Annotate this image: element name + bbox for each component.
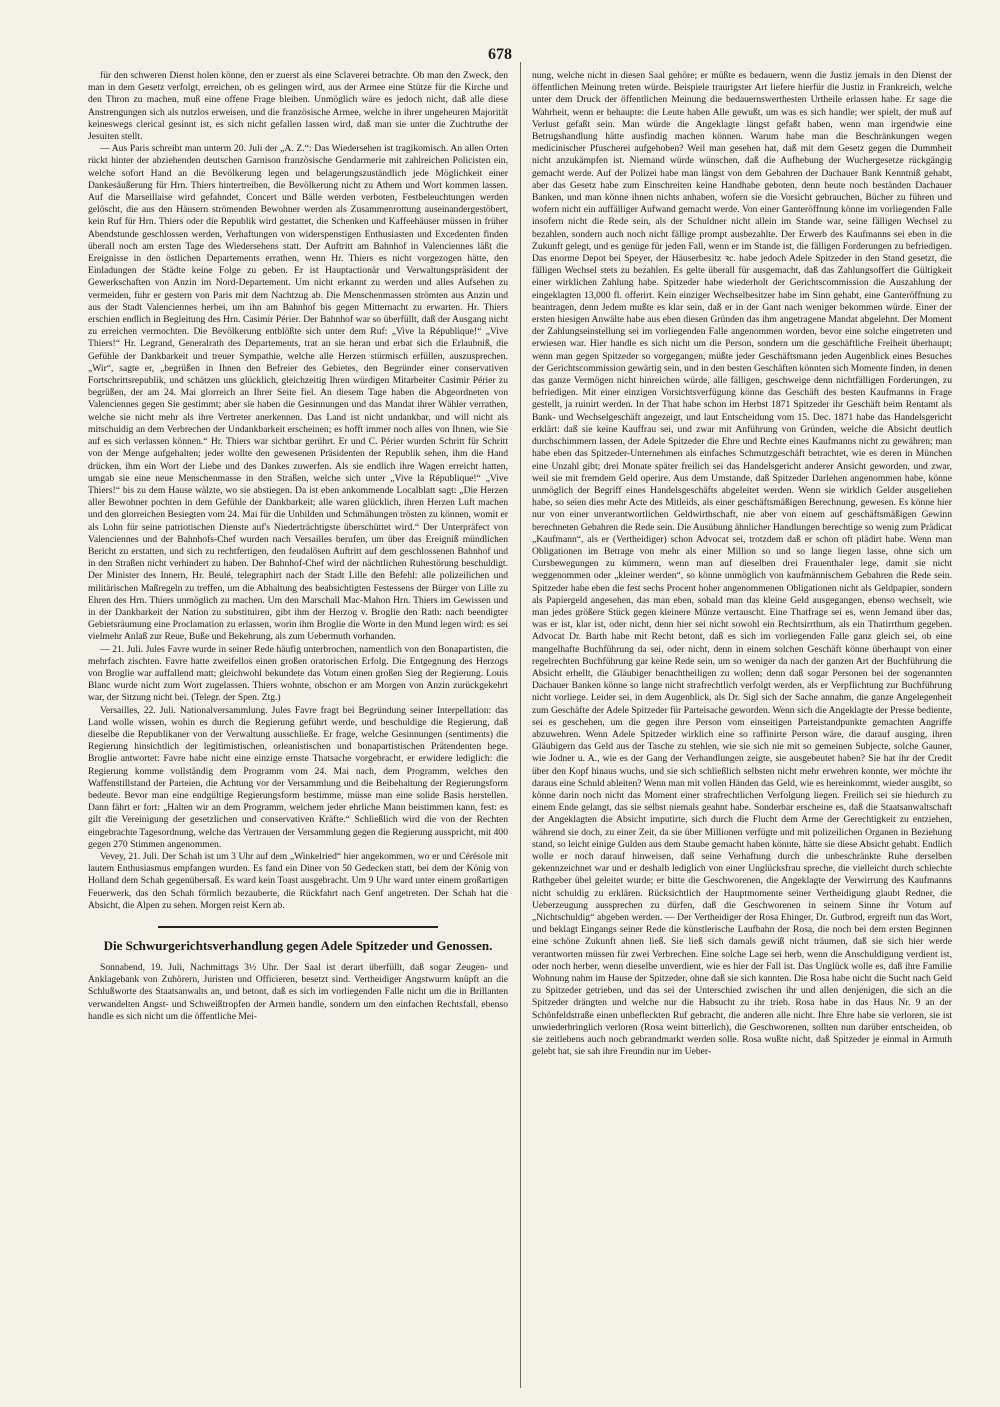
column-divider: [520, 62, 521, 1388]
article-paragraph: — Aus Paris schreibt man unterm 20. Juli der „A. Z.“: Das Wiedersehen ist tragikomisch. An allen Orten rückt hinter der abziehenden deutschen Garnison französische Gendarmerie mit zahlreichen Policisten ein, welche sofort Hand an die Bevölkerung legen und belagerungszuständlich jede Möglichkeit einer Dankesäußerung für Hrn. Thiers hintertreiben, die Bevölkerung nicht zu Athem und Wort kommen lassen. Auf die Marseillaise wird gefahndet, Concert und Bälle werden verboten, Festbeleuchtungen werden gelöscht, die aus den Häusern strömenden Bewohner werden als Zusammenrottung auseinandergestöbert, kein Ruf für Hrn. Thiers oder die Republik wird gestattet, die Schenken und Kaffeehäuser müssen in früher Abendstunde geschlossen werden, Verhaftungen von widerspenstigen Enthusiasten und Excedenten finden überall noch am ersten Tage des Wiedersehens statt. Der Auftritt am Bahnhof in Valenciennes läßt die Ereignisse in den östlichen Departements errathen, wenn Hr. Thiers es nicht vorgezogen hätte, den Einladungen der Städte keine Folge zu geben. Er ist Hauptactionär und Verwaltungspräsident der Gewerkschaften von Anzin im Nord-Departement. Um nicht erkannt zu werden und alles Aufsehen zu vermeiden, fuhr er gestern von Paris mit dem Nachtzug ab. Die Menschenmassen strömten aus Anzin und aus der Stadt Valenciennes herbei, um ihn am Bahnhof bis gegen Mitternacht zu erwarten. Hr. Thiers erschien endlich in Begleitung des Hrn. Casimir Périer. Der Bahnhof war so überfüllt, daß der Ausgang nicht zu erreichen vermochten. Die Bevölkerung entblößte sich unter dem Ruf: „Vive la République!“ „Vive Thiers!“ Hr. Legrand, Generalrath des Departements, trat an sie heran und erbat sich die Erlaubniß, die Gefühle der Dankbarkeit und treuer Sympathie, welche alle Herzen stürmisch erfüllen, auszusprechen. „Wir“, sagte er, „begrüßen in Ihnen den Befreier des Gebietes, den Begründer einer conservativen Fortschrittsrepublik, und schätzen uns glücklich, gleichzeitig Ihren würdigen Mitarbeiter Casimir Périer zu begrüßen, der am 24. Mai glorreich an Ihrer Seite fiel. An diesem Tage haben die Abgeordneten von Valenciennes gegen Sie gestimmt; aber sie haben die Gesinnungen und das Mandat ihrer Wähler verrathen, welche sie nicht mehr als ihre Vertreter anerkennen. Das Land ist nicht undankbar, und will nicht als mitschuldig an dem Verbrechen der Undankbarkeit erscheinen; es hofft immer noch alles von Ihnen, wie Sie auf es sich verlassen können.“ Hr. Thiers war sichtbar gerührt. Er und C. Périer wurden Schritt für Schritt von der Menge aufgehalten; jeder wollte den gewesenen Präsidenten der Republik sehen, ihm die Hand drücken, ihm ein Wort der Liebe und des Dankes zuwerfen. Als sie endlich ihre Wagen erreicht hatten, umgab sie eine neue Menschenmasse in den Straßen, welche sich unter „Vive la République!“ „Vive Thiers!“ bis zu dem Hause wälzte, wo sie abstiegen. Da ist eben ankommende Localblatt sagt: „Die Herzen aller Bewohner pochten in dem Gefühle der Dankbarkeit; alle waren glücklich, ihren Herzen Luft machen und den glorreichen Besiegten vom 24. Mai für die Unbilden und Schmähungen trösten zu können, womit er als Lohn für seine patriotischen Dienste auf's Niederträchtigste überschüttet wird.“ Der Unterpräfect von Valenciennes und der Bahnhofs-Chef wurden nach Versailles berufen, um über das Ereigniß mündlichen Bericht zu erstatten, und sich zu rechtfertigen, den feudalösen Auftritt auf dem geschlossenen Bahnhof und in den Straßen nicht verhindert zu haben. Der Bahnhof-Chef wird der nächtlichen Ruhestörung beschuldigt. Der Minister des Innern, Hr. Beulé, telegraphirt nach der Stadt Lille den Befehl: alle polizeilichen und militärischen Maßregeln zu treffen, um die Abhaltung des beabsichtigten Festessens der Bürger von Lille zu Ehren des Hrn. Thiers unmöglich zu machen. Um den Marschall Mac-Mahon Hrn. Thiers im Gewissen und in der Dankbarkeit der Nation zu substituiren, gibt ihm der Herzog v. Broglie den Rath: nach beendigter Gebietsräumung eine Proclamation zu erlassen, worin ihm Broglie die Worte in den Mund legen wird: es sei vielmehr Anlaß zur Reue, Buße und Bekehrung, als zum Uebermuth vorhanden.: [88, 143, 508, 643]
left-column: [88, 70, 508, 1390]
article-paragraph: nung, welche nicht in diesen Saal gehöre; er müßte es bedauern, wenn die Justiz jemals in den Dienst der öffentlichen Meinung treten würde. Beispiele traurigster Art liefere hierfür die Justiz in Frankreich, welche unter dem Druck der öffentlichen Meinung die bedauernswerthesten Urtheile erlassen habe. Er sage die Wahrheit, wenn er behaupte: die Leute haben Alle gewußt, um was es sich handle; wer spielt, der muß auf Verlust gefaßt sein. Man würde die Angeklagte längst gefaßt haben, wenn man irgendwie eine Betrugshandlung hätte ausfindig machen können. Warum habe man die Beschränkungen wegen medicinischer Pfuscherei aufgehoben? Weil man gesehen hat, daß mit dem Gesetz gegen die Dummheit nicht anzukämpfen ist. Niemand würde wünschen, daß die Aufhebung der Wuchergesetze rückgängig gemacht werde. Auf der Polizei habe man längst von dem Gebahren der Dachauer Bank Kenntniß gehabt, aber das Gesetz habe zum Einschreiten keine Handhabe geboten, denn heute noch beständen Dachauer Banken, und man könne ihnen nichts anhaben, wofern sie die Vorsicht gebrauchen, Bücher zu führen und wofern nicht ein auffälliger Aufwand gemacht werde. Von einer Ganteröffnung könne im vorliegenden Falle insofern nicht die Rede sein, als der Schuldner nicht allein im Stande war, seine fälligen Wechsel zu bezahlen, sondern auch noch nicht fällige prompt ausbezahlte. Der Erwerb des Kaufmanns sei eben in die Zukunft gelegt, und es genüge für jeden Fall, wenn er im Stande ist, die fälligen Forderungen zu befriedigen. Das enorme Depot bei Speyer, der Häuserbesitz ꝛc. habe jedoch Adele Spitzeder in den Stand gesetzt, die fälligen Wechsel stets zu bezahlen. Es gelte überall für ausgemacht, daß das Zahlungsoffert die Gültigkeit einer wirklichen Zahlung habe. Spitzeder habe wiederholt der Gerichtscommission die Auszahlung der eingeklagten 13,000 fl. offerirt. Kein einziger Wechselbesitzer habe im Sinn gehabt, eine Ganteröffnung zu beantragen, denn Jedem mußte es klar sein, daß er in der Gant nach weniger bekommen würde. Einer der ersten hiesigen Anwälte habe aus eben diesen Gründen das ihm angetragene Mandat abgelehnt. Der Moment der Zahlungseinstellung sei im vorliegenden Falle angenommen worden, bevor eine solche eingetreten und erwiesen war. Hier handle es sich nicht um die Person, sondern um die geschäftliche Freiheit überhaupt; wenn man gegen Spitzeder so vorgegangen, müßte jeder Geschäftsmann jeden Augenblick eines Besuches der Gerichtscommission gewärtig sein, und in den besten Geschäften könnten sich Momente finden, in denen das ganze Vermögen nicht hinreichen würde, alle fälligen, geschweige denn nichtfälligen Forderungen, zu befriedigen. Mit einer einzigen Vorsichtsverfügung könne das Geschäft des besten Kaufmanns in Frage gestellt, ja ruinirt werden. In der That habe schon im Herbst 1871 Spitzeder ihr Geschäft beim Rentamt als Bank- und Wechselgeschäft angezeigt, und laut Entscheidung vom 15. Dec. 1871 habe das Handelsgericht erklärt: daß sie keine Kauffrau sei, und zwar mit Anführung von Gründen, welche die Absicht deutlich durchschimmern lassen, der Adele Spitzeder die Ehre und Rechte eines Kaufmanns nicht zu gewähren; man habe eben das Spitzeder-Unternehmen als einfaches Schmutzgeschäft betrachtet, wie es deren in München eine Unzahl gibt; drei Monate später freilich sei das Handelsgericht anderer Ansicht geworden, und zwar, weil sie mit fremdem Geld operire. Aus dem Umstande, daß Spitzeder Darlehen angenommen habe, könne unmöglich der Begriff eines Handelsgeschäfts abgeleitet werden. Wenn sie wirklich Gelder ausgeliehen habe, so seien dies mehr Acte des Mitleids, als einer geschäftsmäßigen Berechnung, gewesen. Es könne hier nur von einer unverantwortlichen Geldwirthschaft, nie aber von einem auf geschäftsmäßigen Gewinn berechneten Gebahren die Rede sein. Die Ausübung ähnlicher Handlungen berechtige so wenig zum Prädicat „Kaufmann“, als er (Vertheidiger) schon Advocat sei, trotzdem daß er schon oft plädirt habe. Wenn man Obligationen im Betrage von mehr als einer Million so und so lange liegen lasse, ohne sich um Cursbewegungen zu kümmern, wenn man auf dieselben drei Frauenthaler lege, damit sie nicht weggenommen oder „kleiner werden“, so könne unmöglich von kaufmännischem Gebahren die Rede sein. Spitzeder habe eben die fest sechs Procent hoher angenommenen Obligationen nicht als Geldpapier, sondern als Papiergeld angesehen, das man eben, sobald man das kleine Geld ausgegangen, ebenso wechselt, wie man jedes größere Stück gegen kleinere Münze vertauscht. Eine Thatfrage sei es, wenn Jemand über das, was er ist, klar ist, oder nicht, denn hier sei nicht sowohl ein Rechtsirrthum, als ein Thatirrthum gegeben. Advocat Dr. Barth habe mit Recht betont, daß es sich im vorliegenden Falle ganz gleich sei, ob eine mangelhafte Buchführung da sei, oder nicht, denn in einem solchen Geschäft könne überhaupt von einer regelrechten Buchführung gar keine Rede sein, um so weniger da nach der ganzen Art der Buchführung die Absicht erhellt, die Gläubiger benachtheiligen zu wollen; denn daß sogar Personen bei der sogenannten Dachauer Banken könne so lange nicht strafrechtlich verfolgt werden, als er Verpflichtung zur Buchführung nicht vorliege. Leider sei, in dem Augenblick, als Dr. Sigl sich der Sache annahm, die ganze Angelegenheit zum Geschäfte der Adele Spitzeder für Parteisache geworden. Wenn sich die Angeklagte der Presse bediente, sei es geschehen, um die gegen ihre Person vom einseitigen Parteistandpunkte gemachten Angriffe abzuwehren. Wenn Adele Spitzeder wirklich eine so raffinirte Person wäre, die darauf ausging, ihren Gläubigern das Geld aus der Tasche zu stehlen, wie sie sich nie mit so gemeinen Subjecte, solche Gauner, wie Jodner u. A., wie es der Gang der Verhandlungen zeigte, sie ausgebeutet haben? Sie hat ihr der Credit über den Kopf hinaus wuchs, und sie sich schließlich selbsten nicht mehr erwehren konnte, wer möchte ihr daraus eine Schuld ableiten? Wenn man mit vollen Händen das Geld, wie es hereinkommt, wieder ausgibt, so könne darin noch nicht das Moment einer strafrechtlichen Verfolgung liegen. Freilich sei sie hiedurch zu einem Ende gelangt, das sie selbst niemals geahnt habe. Sonderbar erscheine es, daß die Staatsanwaltschaft der Angeklagten die Absicht imputirte, sich durch die Flucht dem Arme der Gerechtigkeit zu entziehen, während sie doch, zu einer Zeit, da sie über Millionen verfügte und mit polizeilichen Organen in Beziehung stand, so leicht einige Gulden aus dem Staube gemacht haben könnte, hätte sie diese Absicht gehabt. Endlich wolle er noch darauf hinweisen, daß seine Verhaftung durch die unbeschränkte Ruhe derselben gekennzeichnet war und er deshalb lediglich von einer Unglücksfrau spreche, die vielleicht durch schlechte Rathgeber übel geleitet wurde; er bitte die Geschworenen, die Angeklagte der Verwirrung des Kaufmanns nicht schuldig zu erklären. Rücksichtlich der Hauptmomente seiner Vertheidigung glaubt Redner, die Ueberzeugung aussprechen zu dürfen, daß die Geschworenen in seinem Sinne ihr Votum auf „Nichtschuldig“ abgeben werden. — Der Vertheidiger der Rosa Ehinger, Dr. Gutbrod, ergreift nun das Wort, und beklagt Eingangs seiner Rede die künstlerische Laufbahn der Rosa, die noch bei dem ersten Beginnen eine schöne Zukunft ahnen ließ. Sie ließ sich damals gewiß nicht träumen, daß sie sich hier werde verantworten müssen für zwei Verbrechen. Eine solche Lage sei herb, wenn die Anschuldigung verdient ist, oder noch herber, wenn dieselbe unverdient, wie es hier der Fall ist. Das Unglück wolle es, daß ihre Familie Wohnung nahm im Hause der Spitzeder, ohne daß sie sich kannten. Die Rosa habe nicht die Sucht nach Geld zu Spitzeder getrieben, und das sei der Unterschied zwischen ihr und allen denjenigen, die sich an die Spitzeder drängten und welche nur die Habsucht zu ihr trieb. Rosa habe in das Haus Nr. 9 an der Schönfeldstraße einen unbefleckten Ruf gebracht, die anderen alle nicht. Ihre Ehre habe sie verloren, sie ist unwiederbringlich verloren (Rosa weint bitterlich), die Geschworenen, sollten nun darüber entscheiden, ob sie zeitlebens auch noch gebrandmarkt werden solle. Rosa wußte nicht, daß Spitzeder je einmal in Armuth gelebt hat, sie sah ihre Freundin nur im Ueber-: [532, 70, 952, 1058]
section-paragraph: Sonnabend, 19. Juli, Nachmittags 3½ Uhr. Der Saal ist derart überfüllt, daß sogar Zeugen- und Anklagebank von Zuhörern, Juristen und Officieren, besetzt sind. Vertheidiger Angstwurm knüpft an die Schlußworte des Staatsanwalts an, und betont, daß es sich im vorliegenden Falle nicht um die in Brillanten verwandelten Angst- und Schweißtropfen der Armen handle, sondern um den einfachen Rechtsfall, ebenso handle es sich nicht um die öffentliche Mei-: [88, 962, 508, 1022]
section-title: Die Schwurgerichtsverhandlung gegen Adele Spitzeder und Genossen.: [103, 938, 493, 954]
article-paragraph: für den schweren Dienst holen könne, den er zuerst als eine Sclaverei betrachte. Ob man den Zweck, den man in dem Gesetz verfolgt, erreichen, ob es gelingen wird, aus der Armee eine Stütze für die Kirche und den Thron zu machen, muß eine offene Frage bleiben. Unmöglich wäre es jedoch nicht, daß alle diese Anstrengungen sich als nutzlos erweisen, und die französische Armee, welche in ihrer ungeheuren Majorität keineswegs clerical gesinnt ist, es sich nicht gefallen lassen wird, daß man sie unter die Zuchtruthe der Jesuiten stellt.: [88, 70, 508, 143]
section-rule: [158, 926, 438, 928]
article-paragraph: Versailles, 22. Juli. Nationalversammlung. Jules Favre fragt bei Begründung seiner Interpellation: das Land wolle wissen, wohin es durch die Regierung geführt werde, und beschuldige die Regierung, daß dieselbe die Republikaner von der Verwaltung ausschließe. Er frage, welche Gesinnungen (sentiments) die Regierung hinsichtlich der legitimistischen, orleanistischen und bonapartistischen Prätendenten hege. Broglie antwortet: Favre habe nicht eine einzige ernste Thatsache vorgebracht, er erwidere lediglich: die Regierung komme vollständig dem Programm vom 24. Mai nach, dem Programm, welches den Waffenstillstand der Parteien, die Achtung vor der Versammlung und die Beibehaltung der Regierungsform bedeute. Bevor man eine endgültige Regierungsform bestimme, müsse man eine solide Basis herstellen. Dann fährt er fort: „Halten wir an dem Programm, welchem jeder ehrliche Mann beistimmen kann, fest: es gilt die Vereinigung der gesetzlichen und conservativen Kräfte.“ Schließlich wird die von der Rechten eingebrachte Tagesordnung, welche das Vertrauen der Versammlung gegen die Regierung ausspricht, mit 400 gegen 270 Stimmen angenommen.: [88, 704, 508, 850]
right-column: [532, 70, 952, 1390]
article-paragraph: Vevey, 21. Juli. Der Schah ist um 3 Uhr auf dem „Winkelried“ hier angekommen, wo er und Cérésole mit lautem Enthusiasmus empfangen wurden. Es fand ein Diner von 50 Gedecken statt, bei dem der König von Holland dem Schah gegenübersaß. Es ward kein Toast ausgebracht. Um 9 Uhr ward unter einem großartigen Feuerwerk, das den Schah förmlich bezauberte, die Rückfahrt nach Genf angetreten. Der Schah hat die Absicht, die Alpen zu sehen. Morgen reist Kern ab.: [88, 851, 508, 911]
page-number: 678: [488, 46, 512, 63]
article-paragraph: — 21. Juli. Jules Favre wurde in seiner Rede häufig unterbrochen, namentlich von den Bonapartisten, die mehrfach zischten. Favre hatte zweifellos einen großen oratorischen Erfolg. Die Entgegnung des Herzogs von Broglie war auffallend matt; gleichwohl bekundete das Votum einen großen Sieg der Regierung. Louis Blanc wurde nicht zum Wort zugelassen. Thiers wohnte, obschon er am Morgen von Anzin zurückgekehrt war, der Sitzung nicht bei. (Telegr. der Spen. Ztg.): [88, 643, 508, 704]
